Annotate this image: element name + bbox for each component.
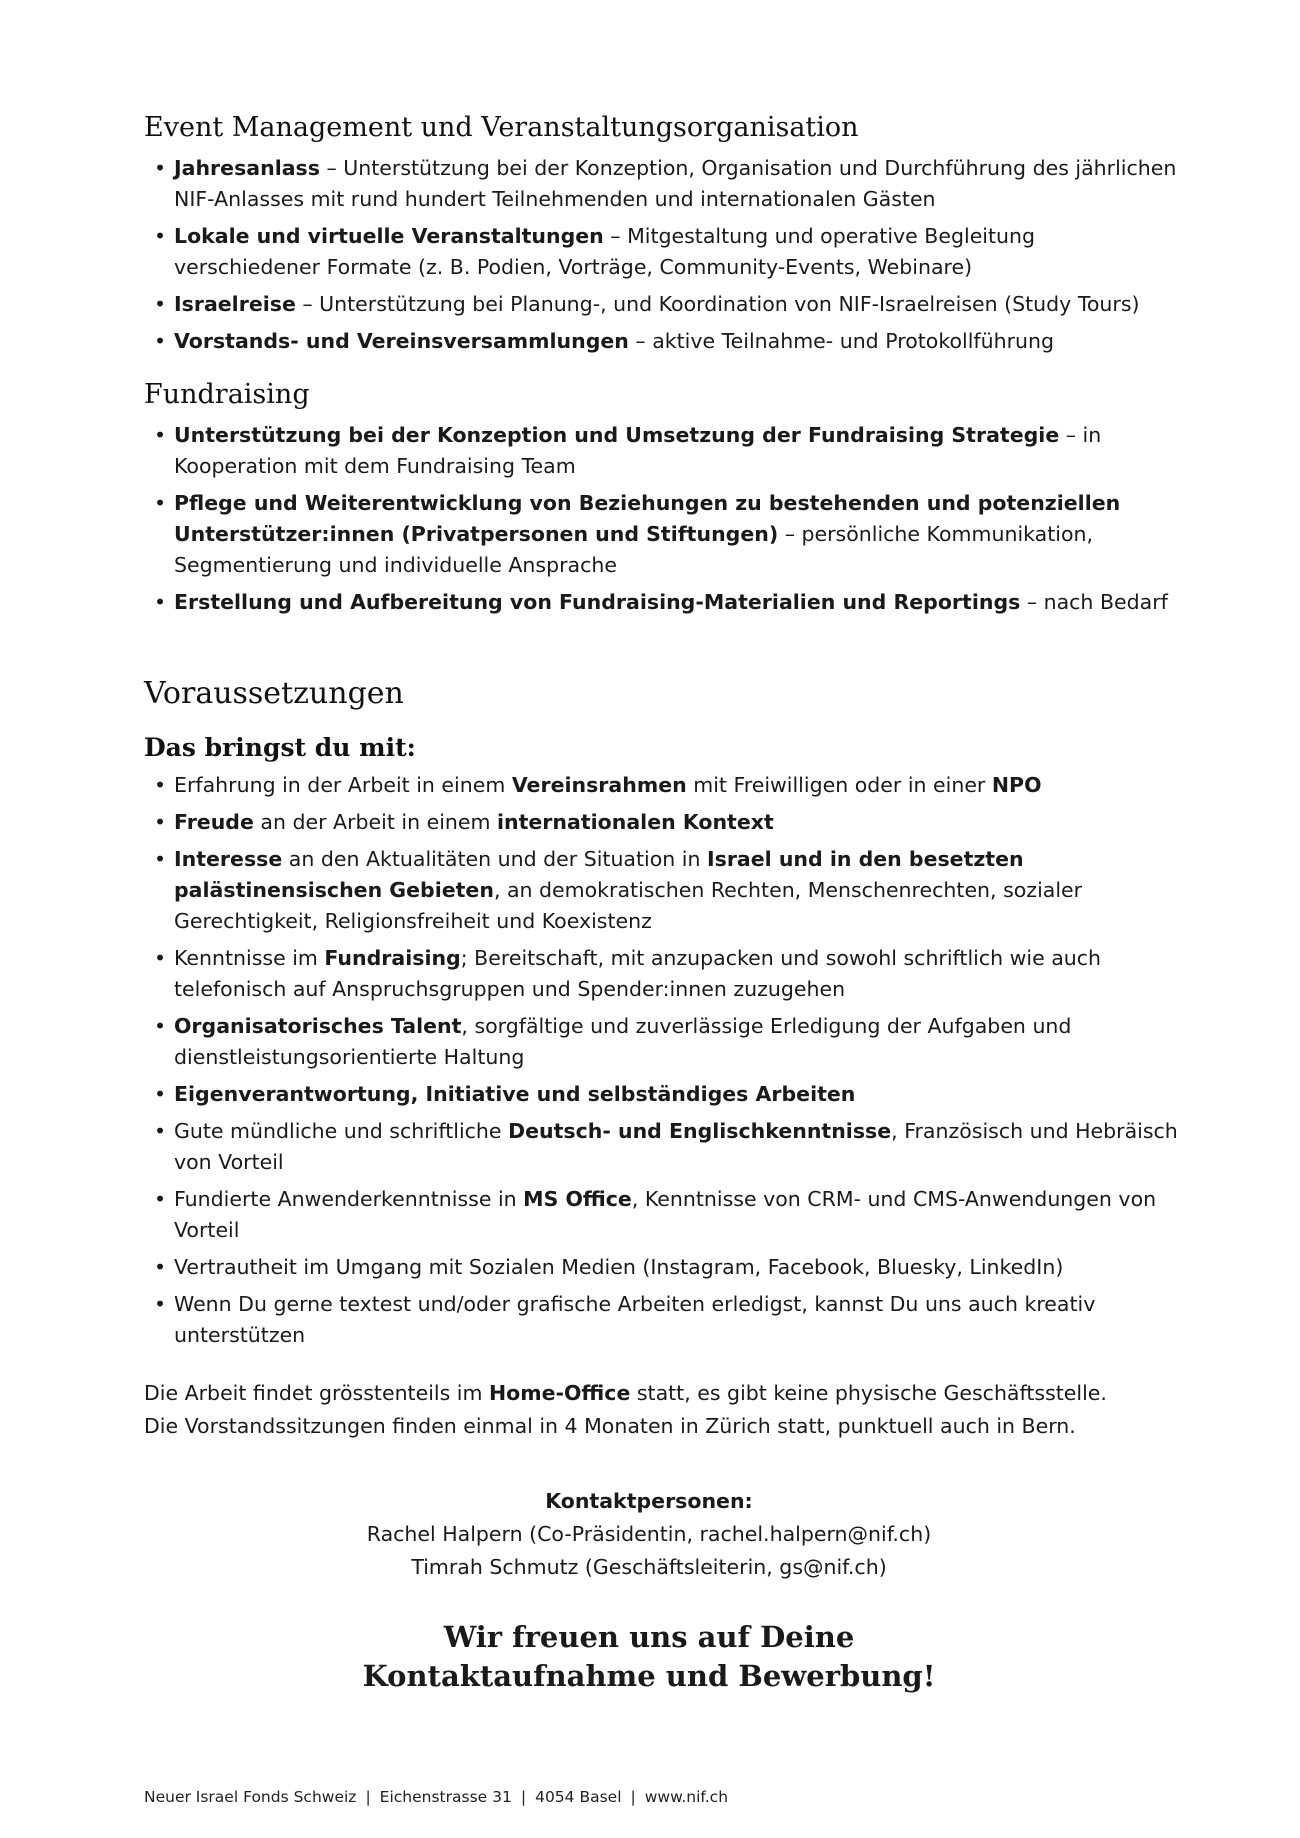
- fundraising-section: [144, 379, 1184, 618]
- item-bold: Lokale und virtuelle Veranstaltungen: [174, 224, 604, 248]
- item-text: – Mitgestaltung und operative Begleitung verschiedener Formate (z. B. Podien, Vorträge, Community-Events, Webinare): [174, 224, 1036, 279]
- footer-org: Neuer Israel Fonds Schweiz: [144, 1788, 357, 1806]
- list-item: [144, 1252, 1184, 1283]
- item-text: Erfahrung in der Arbeit in einem: [174, 773, 512, 797]
- item-text: Gute mündliche und schriftliche: [174, 1119, 509, 1143]
- list-item: [144, 289, 1184, 320]
- note-bold: Home-Office: [488, 1381, 631, 1405]
- item-bold: Fundraising: [324, 946, 461, 970]
- note-text: Die Arbeit findet grösstenteils im: [144, 1381, 489, 1405]
- work-note: [144, 1377, 1184, 1443]
- item-text: Kenntnisse im: [174, 946, 325, 970]
- item-bold: Israelreise: [174, 292, 296, 316]
- item-bold: Organisatorisches Talent: [174, 1014, 462, 1038]
- item-text: Wenn Du gerne textest und/oder grafische Arbeiten erledigst, kannst Du uns auch kreativ unterstützen: [174, 1292, 1096, 1347]
- fundraising-heading: Fundraising: [144, 379, 310, 410]
- item-bold: Freude: [174, 810, 254, 834]
- closing-line-1: Wir freuen uns auf Deine: [443, 1620, 855, 1654]
- closing-message: [144, 1618, 1154, 1696]
- item-text: – in Kooperation mit dem Fundraising Team: [174, 423, 1102, 478]
- item-text: – persönliche Kommunikation, Segmentierung und individuelle Ansprache: [174, 522, 1093, 577]
- contact-block: [144, 1485, 1154, 1584]
- item-bold: Eigenverantwortung, Initiative und selbständiges Arbeiten: [174, 1082, 856, 1106]
- list-item: [144, 221, 1184, 283]
- item-bold: Unterstützung bei der Konzeption und Umsetzung der Fundraising Strategie: [174, 423, 1060, 447]
- item-text: an den Aktualitäten und der Situation in: [282, 847, 707, 871]
- item-text: , sorgfältige und zuverlässige Erledigung der Aufgaben und dienstleistungsorientierte Haltung: [174, 1014, 1072, 1069]
- footer-city: 4054 Basel: [535, 1788, 622, 1806]
- event-list: [144, 153, 1184, 357]
- item-text: Vertrautheit im Umgang mit Sozialen Medien (Instagram, Facebook, Bluesky, LinkedIn): [174, 1255, 1064, 1279]
- note-text: statt, es gibt keine physische Geschäftsstelle.: [630, 1381, 1107, 1405]
- item-bold: Vereinsrahmen: [511, 773, 687, 797]
- item-text: – aktive Teilnahme- und Protokollführung: [628, 329, 1055, 353]
- item-text: an der Arbeit in einem: [253, 810, 497, 834]
- contact-person-1: Rachel Halpern (Co-Präsidentin, rachel.halpern@nif.ch): [366, 1522, 932, 1546]
- item-text: , Kenntnisse von CRM- und CMS-Anwendungen von Vorteil: [174, 1187, 1157, 1242]
- footer-street: Eichenstrasse 31: [379, 1788, 512, 1806]
- list-item: [144, 153, 1184, 215]
- list-item: [144, 1184, 1184, 1246]
- requirements-list: [144, 770, 1184, 1351]
- contact-title: Kontaktpersonen:: [545, 1489, 753, 1513]
- item-text: , an demokratischen Rechten, Menschenrechten, sozialer Gerechtigkeit, Religionsfreiheit und Koexistenz: [174, 878, 1083, 933]
- item-text: – Unterstützung bei Planung-, und Koordination von NIF-Israelreisen (Study Tours): [295, 292, 1140, 316]
- item-bold: NPO: [991, 773, 1042, 797]
- footer-separator: |: [630, 1788, 636, 1806]
- note-text: Die Vorstandssitzungen finden einmal in 4 Monaten in Zürich statt, punktuell auch in Bern.: [144, 1414, 1076, 1438]
- footer-separator: |: [520, 1788, 527, 1806]
- item-bold: internationalen Kontext: [496, 810, 774, 834]
- footer-separator: |: [365, 1788, 371, 1806]
- event-section: [144, 112, 1184, 357]
- item-bold: Pflege und Weiterentwicklung von Beziehungen zu bestehenden und potenziellen Unterstützer:innen (Privatpersonen und Stiftungen): [174, 491, 1121, 546]
- list-item: [144, 587, 1184, 618]
- requirements-heading: Voraussetzungen: [144, 676, 404, 711]
- item-text: mit Freiwilligen oder in einer: [686, 773, 992, 797]
- list-item: [144, 807, 1184, 838]
- event-heading: Event Management und Veranstaltungsorganisation: [144, 112, 859, 143]
- contact-person-2: Timrah Schmutz (Geschäftsleiterin, gs@nif.ch): [411, 1555, 887, 1579]
- item-bold: MS Office: [523, 1187, 632, 1211]
- requirements-section: [144, 676, 1184, 1351]
- item-text: – Unterstützung bei der Konzeption, Organisation und Durchführung des jährlichen NIF-Anlasses mit rund hundert Teilnehmenden und internationalen Gästen: [174, 156, 1177, 211]
- item-text: , Französisch und Hebräisch von Vorteil: [174, 1119, 1178, 1174]
- list-item: [144, 1011, 1184, 1073]
- list-item: [144, 488, 1184, 581]
- list-item: [144, 1079, 1184, 1110]
- list-item: [144, 844, 1184, 937]
- item-bold: Jahresanlass: [174, 156, 320, 180]
- work-note-paragraph: [144, 1377, 1184, 1443]
- item-text: ; Bereitschaft, mit anzupacken und sowohl schriftlich wie auch telefonisch auf Anspruchsgruppen und Spender:innen zuzugehen: [174, 946, 1102, 1001]
- footer-web-link[interactable]: www.nif.ch: [644, 1788, 729, 1806]
- item-text: – nach Bedarf: [1020, 590, 1168, 614]
- list-item: [144, 1116, 1184, 1178]
- requirements-subheading: Das bringst du mit:: [144, 733, 416, 762]
- list-item: [144, 420, 1184, 482]
- document-page: [144, 112, 1184, 1696]
- list-item: [144, 326, 1184, 357]
- page-footer: [144, 1788, 728, 1806]
- closing-line-2: Kontaktaufnahme und Bewerbung!: [362, 1659, 936, 1693]
- item-bold: Erstellung und Aufbereitung von Fundraising-Materialien und Reportings: [174, 590, 1021, 614]
- item-bold: Israel und in den besetzten palästinensischen Gebieten: [174, 847, 1024, 902]
- item-text: Fundierte Anwenderkenntnisse in: [174, 1187, 524, 1211]
- item-bold: Deutsch- und Englischkenntnisse: [508, 1119, 892, 1143]
- item-bold: Interesse: [174, 847, 283, 871]
- list-item: [144, 770, 1184, 801]
- item-bold: Vorstands- und Vereinsversammlungen: [174, 329, 629, 353]
- list-item: [144, 1289, 1184, 1351]
- fundraising-list: [144, 420, 1184, 618]
- list-item: [144, 943, 1184, 1005]
